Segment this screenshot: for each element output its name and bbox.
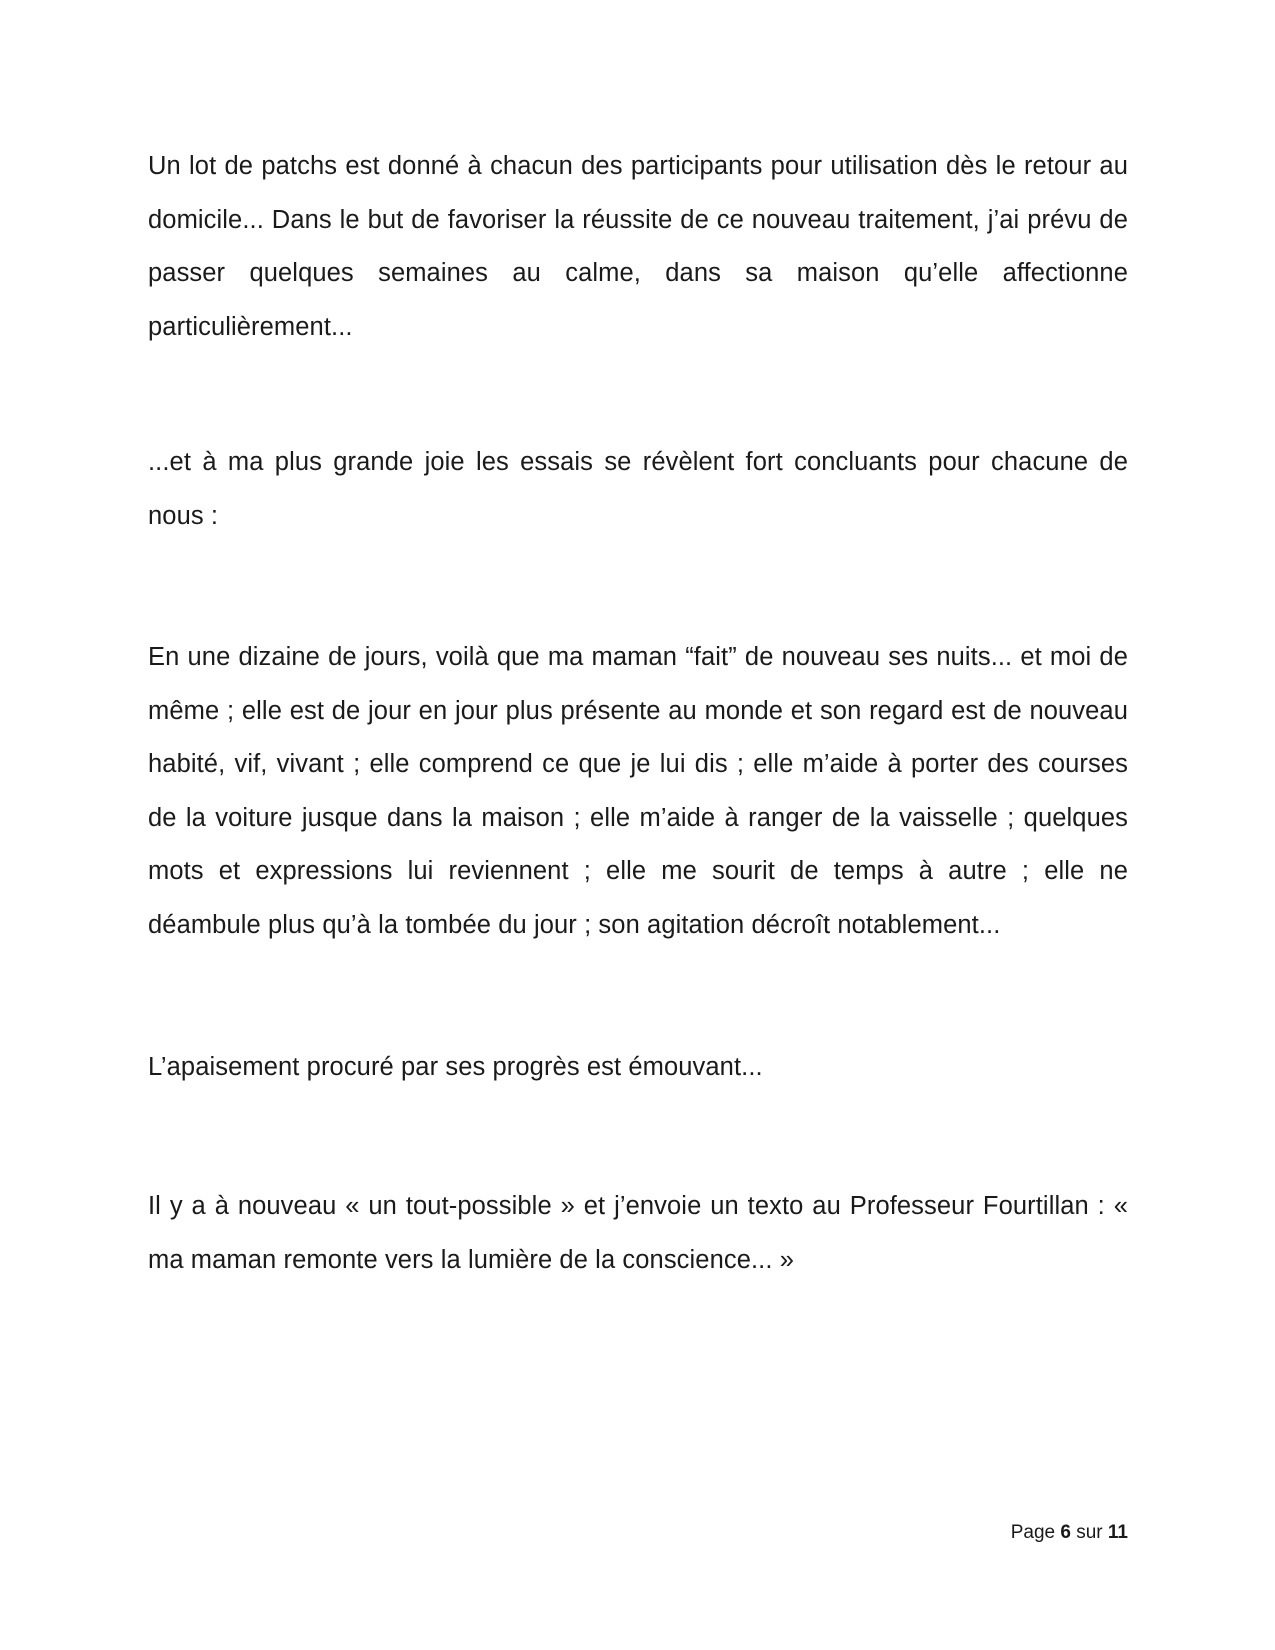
page-number: 6 [1060, 1522, 1071, 1543]
paragraph-2: ...et à ma plus grande joie les essais se révèlent fort concluants pour chacune de nous : [148, 448, 1128, 530]
paragraph-4: L’apaisement procuré par ses progrès est émouvant... [148, 1053, 763, 1081]
paragraph-3: En une dizaine de jours, voilà que ma maman “fait” de nouveau ses nuits... et moi de même ; elle est de jour en jour plus présente au monde et son regard est de nouveau habité, vif, vivant ; elle comprend ce que je lui dis ; elle m’aide à porter des courses de la voiture jusque dans la maison ; elle m’aide à ranger de la vaisselle ; quelques mots et expressions lui reviennent ; elle me sourit de temps à autre ; elle ne déambule plus qu’à la tombée du jour ; son agitation décroît notablement... [148, 643, 1128, 939]
page-label: Page [1010, 1522, 1056, 1543]
paragraph-5: Il y a à nouveau « un tout-possible » et j’envoie un texto au Professeur Fourtillan : « ma maman remonte vers la lumière de la conscience... » [148, 1192, 1128, 1274]
page-footer [1011, 1522, 1128, 1544]
paragraph-1: Un lot de patchs est donné à chacun des participants pour utilisation dès le retour au domicile... Dans le but de favoriser la réussite de ce nouveau traitement, j’ai prévu de passer quelques semaines au calme, dans sa maison qu’elle affectionne particulièrement... [148, 152, 1128, 341]
of-label: sur [1076, 1522, 1103, 1543]
page-total: 11 [1107, 1522, 1128, 1543]
